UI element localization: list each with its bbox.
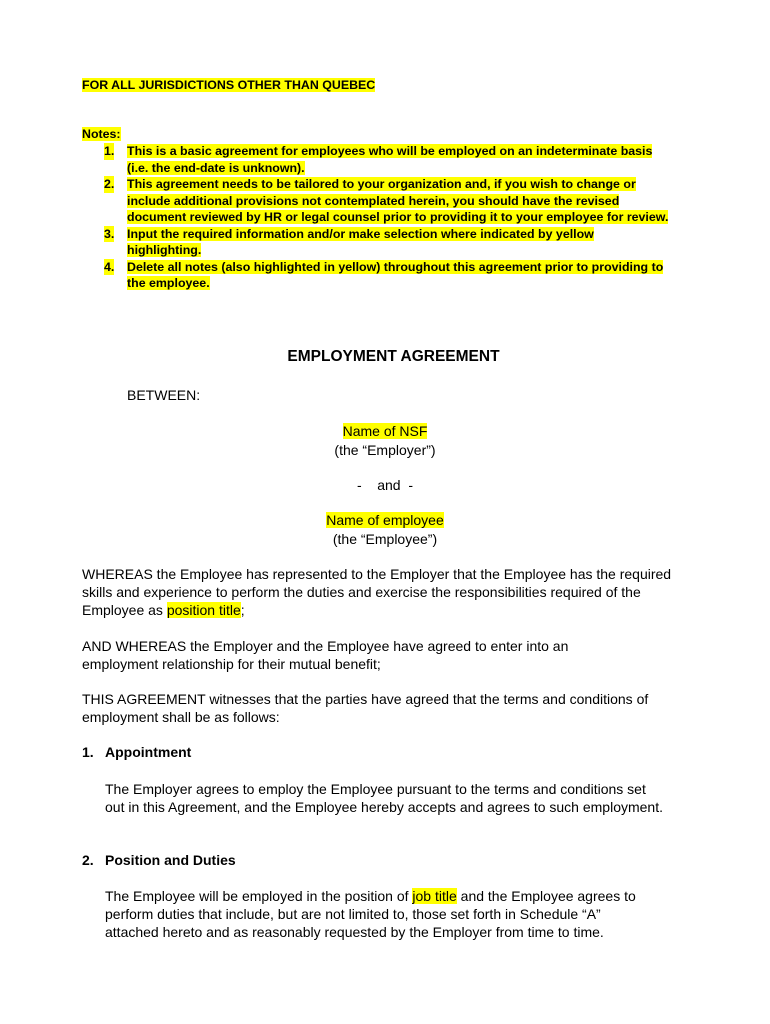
and-separator: - and - <box>356 477 414 493</box>
whereas-clause-2: AND WHEREAS the Employer and the Employee have agreed to enter into an employment relationship for their mutual benefit; <box>82 638 569 672</box>
employee-name-line <box>0 512 770 528</box>
employer-name-field: Name of NSF <box>342 423 428 439</box>
employer-name-line <box>0 423 770 439</box>
note-text: Input the required information and/or make selection where indicated by yellow highlighting. <box>127 226 594 257</box>
section-body-appointment: The Employer agrees to employ the Employee pursuant to the terms and conditions set out in this Agreement, and the Employee hereby accepts and agrees to such employment. <box>105 781 663 815</box>
jurisdiction-note: FOR ALL JURISDICTIONS OTHER THAN QUEBEC <box>82 78 376 92</box>
whereas-clause-1: WHEREAS the Employee has represented to the Employer that the Employee has the required skills and experience to perform the duties and exercise the responsibilities required of the Employee as position title; <box>82 566 672 618</box>
note-number: 3. <box>104 226 115 241</box>
notes-label: Notes: <box>82 127 121 141</box>
job-title-field: job title <box>412 888 457 904</box>
employee-name-field: Name of employee <box>326 512 444 528</box>
note-item <box>100 143 670 176</box>
employer-label: (the “Employer”) <box>334 442 436 458</box>
note-item <box>100 226 670 259</box>
note-number: 2. <box>104 177 115 191</box>
note-number: 4. <box>104 259 115 274</box>
section-heading-position: 2. Position and Duties <box>82 852 236 868</box>
document-title: EMPLOYMENT AGREEMENT <box>287 348 500 365</box>
note-item <box>100 176 670 226</box>
between-label: BETWEEN: <box>127 387 201 403</box>
section-body-position: The Employee will be employed in the position of job title and the Employee agrees to perform duties that include, but are not limited to, those set forth in Schedule “A” attached hereto and as reasonably requested by the Employer from time to time. <box>105 888 636 940</box>
note-text: Delete all notes (also highlighted in yellow) throughout this agreement prior to providing to the employee. <box>127 259 664 290</box>
note-text: This is a basic agreement for employees who will be employed on an indeterminate basis (i.e. the end-date is unknown). <box>127 144 653 175</box>
section-heading-appointment: 1. Appointment <box>82 744 192 760</box>
note-item <box>100 259 670 292</box>
employee-label: (the “Employee”) <box>332 531 438 547</box>
notes-list <box>100 143 670 292</box>
note-number: 1. <box>104 144 115 158</box>
witnesses-clause: THIS AGREEMENT witnesses that the parties have agreed that the terms and conditions of employment shall be as follows: <box>82 691 649 725</box>
note-text: This agreement needs to be tailored to your organization and, if you wish to change or include additional provisions not contemplated herein, you should have the revised document reviewed by HR or legal counsel prior to providing it to your employee for review. <box>127 177 669 224</box>
position-title-field: position title <box>166 602 241 618</box>
